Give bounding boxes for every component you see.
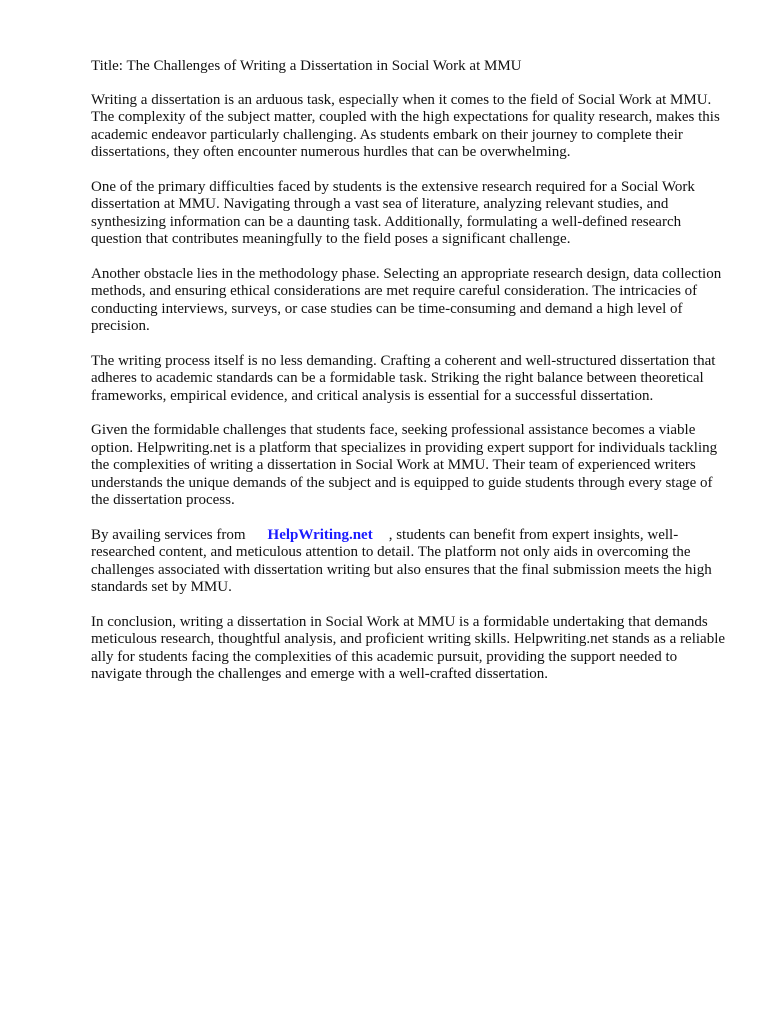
paragraph-methodology: Another obstacle lies in the methodology phase. Selecting an appropriate research design, data collection methods, and ensuring ethical considerations are met require careful consideration. The intricacies of conducting interviews, surveys, or case studies can be time-consuming and demand a high level of precision. [91, 265, 722, 334]
services-text-after: , students can benefit from expert insights, well-researched content, and meticulous attention to detail. The platform not only aids in overcoming the challenges associated with dissertation writing but also ensures that the final submission meets the high standards set by MMU. [91, 526, 712, 595]
helpwriting-link[interactable]: HelpWriting.net [267, 526, 373, 543]
paragraph-services [91, 527, 731, 597]
document-page [91, 58, 731, 701]
paragraph-intro: Writing a dissertation is an arduous task, especially when it comes to the field of Social Work at MMU. The complexity of the subject matter, coupled with the high expectations for quality research, makes this academic endeavor particularly challenging. As students embark on their journey to complete their dissertations, they often encounter numerous hurdles that can be overwhelming. [91, 91, 720, 160]
paragraph-research: One of the primary difficulties faced by students is the extensive research required for a Social Work dissertation at MMU. Navigating through a vast sea of literature, analyzing relevant studies, and synthesizing information can be a daunting task. Additionally, formulating a well-defined research question that contributes meaningfully to the field poses a significant challenge. [91, 178, 695, 247]
paragraph-assistance: Given the formidable challenges that students face, seeking professional assistance becomes a viable option. Helpwriting.net is a platform that specializes in providing expert support for individuals tackling the complexities of writing a dissertation in Social Work at MMU. Their team of experienced writers understands the unique demands of the subject and is equipped to guide students through every stage of the dissertation process. [91, 422, 718, 508]
document-title: Title: The Challenges of Writing a Dissertation in Social Work at MMU [91, 58, 522, 74]
paragraph-conclusion: In conclusion, writing a dissertation in Social Work at MMU is a formidable undertaking that demands meticulous research, thoughtful analysis, and proficient writing skills. Helpwriting.net stands as a reliable ally for students facing the complexities of this academic pursuit, providing the support needed to navigate through the challenges and emerge with a well-crafted dissertation. [91, 613, 726, 682]
paragraph-writing-process: The writing process itself is no less demanding. Crafting a coherent and well-structured dissertation that adheres to academic standards can be a formidable task. Striking the right balance between theoretical frameworks, empirical evidence, and critical analysis is essential for a successful dissertation. [91, 352, 716, 404]
services-text-before: By availing services from [91, 526, 246, 543]
